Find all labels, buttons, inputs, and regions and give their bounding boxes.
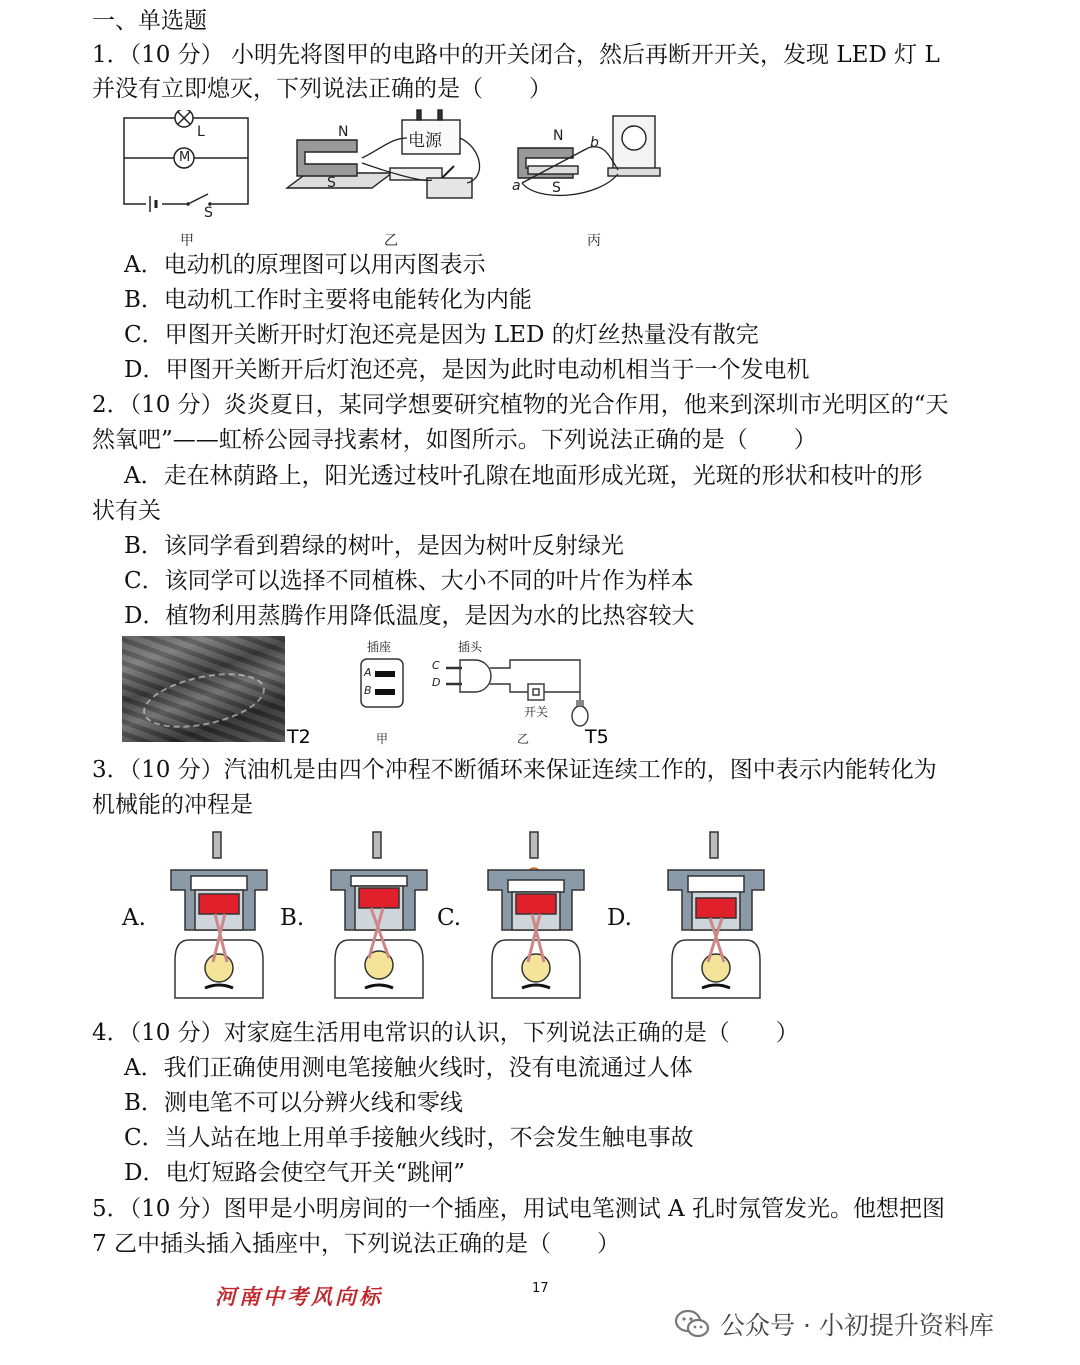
q2-stem-line1: 2．（10 分）炎炎夏日，某同学想要研究植物的光合作用，他来到深圳市光明区的“天 (92, 392, 949, 418)
switch-label-t5: 开关 (524, 705, 549, 719)
q3-option-d-label: D. (607, 905, 632, 931)
q3-option-a-label: A. (122, 905, 146, 931)
q2-option-a-line2: 状有关 (92, 498, 161, 524)
plug-pin-d-label: D (432, 676, 441, 689)
park-aerial-photo (122, 636, 285, 742)
fig-caption-bing: 丙 (587, 233, 601, 249)
q4-option-d: D．电灯短路会使空气开关“跳闸” (124, 1160, 465, 1186)
plug-title: 插头 (458, 640, 483, 654)
plug-caption: 乙 (517, 732, 530, 746)
plug-circuit-figure (440, 654, 590, 734)
engine-stroke-d (662, 830, 772, 1005)
q4-option-b: B．测电笔不可以分辨火线和零线 (124, 1090, 463, 1116)
q1-option-a: A．电动机的原理图可以用丙图表示 (124, 252, 486, 278)
lamp-label: L (197, 124, 205, 140)
fig-caption-yi: 乙 (384, 233, 398, 249)
wechat-icon (674, 1309, 710, 1339)
q1-figure-motor-setup (282, 108, 492, 218)
t2-label: T2 (287, 726, 311, 748)
q1-option-b: B．电动机工作时主要将电能转化为内能 (124, 287, 532, 313)
q4-stem: 4．（10 分）对家庭生活用电常识的认识，下列说法正确的是（ ） (92, 1020, 799, 1046)
t5-label: T5 (585, 726, 609, 748)
socket-hole-b-label: B (364, 684, 372, 697)
plug-pin-c-label: C (432, 659, 440, 672)
power-supply-label: 电源 (408, 131, 442, 151)
q2-option-d: D．植物利用蒸腾作用降低温度，是因为水的比热容较大 (124, 603, 695, 629)
q2-option-b: B．该同学看到碧绿的树叶，是因为树叶反射绿光 (124, 533, 624, 559)
q4-option-c: C．当人站在地上用单手接触火线时，不会发生触电事故 (124, 1125, 694, 1151)
brand-watermark: 河南中考风向标 (215, 1284, 383, 1309)
q4-option-a: A．我们正确使用测电笔接触火线时，没有电流通过人体 (124, 1055, 693, 1081)
q1-figure-generator-setup (508, 108, 668, 218)
q3-option-b-label: B. (280, 905, 305, 931)
q5-stem-line1: 5．（10 分）图甲是小明房间的一个插座，用试电笔测试 A 孔时氖管发光。他想把图 (92, 1196, 945, 1222)
engine-stroke-a (165, 830, 275, 1005)
q3-stem-line1: 3．（10 分）汽油机是由四个冲程不断循环来保证连续工作的，图中表示内能转化为 (92, 757, 937, 783)
socket-hole-a-label: A (364, 666, 372, 679)
q1-stem-line2: 并没有立即熄灭，下列说法正确的是（ ） (92, 76, 552, 102)
q3-stem-line2: 机械能的冲程是 (92, 792, 253, 818)
b-label: b (590, 135, 599, 151)
socket-title: 插座 (367, 640, 392, 654)
q5-stem-line2: 7 乙中插头插入插座中，下列说法正确的是（ ） (92, 1231, 620, 1257)
motor-label: M (179, 150, 191, 165)
north-label-yi: N (338, 124, 349, 140)
south-label-bing: S (552, 180, 561, 196)
wechat-account-text: 公众号 · 小初提升资料库 (720, 1311, 994, 1340)
page-number: 17 (532, 1281, 549, 1296)
q3-option-c-label: C. (437, 905, 462, 931)
q1-figure-circuit (118, 110, 253, 220)
engine-stroke-b (325, 830, 435, 1005)
lamp-symbol (175, 110, 193, 127)
south-label-yi: S (327, 175, 336, 191)
section-title: 一、单选题 (92, 8, 207, 34)
fig-caption-jia: 甲 (180, 233, 194, 249)
a-label: a (512, 178, 521, 194)
socket-caption: 甲 (376, 732, 389, 746)
q1-option-d: D．甲图开关断开后灯泡还亮，是因为此时电动机相当于一个发电机 (124, 357, 810, 383)
q2-stem-line2: 然氧吧”——虹桥公园寻找素材，如图所示。下列说法正确的是（ ） (92, 427, 817, 453)
wechat-watermark (674, 1303, 994, 1345)
engine-stroke-c (482, 830, 592, 1005)
switch-label: S (204, 205, 213, 221)
q2-option-a-line1: A．走在林荫路上，阳光透过枝叶孔隙在地面形成光斑，光斑的形状和枝叶的形 (124, 463, 923, 489)
north-label-bing: N (553, 128, 564, 144)
q2-option-c: C．该同学可以选择不同植株、大小不同的叶片作为样本 (124, 568, 694, 594)
q1-option-c: C．甲图开关断开时灯泡还亮是因为 LED 的灯丝热量没有散完 (124, 322, 759, 348)
q1-stem-line1: 1．（10 分） 小明先将图甲的电路中的开关闭合，然后再断开开关，发现 LED 灯 L (92, 42, 940, 68)
